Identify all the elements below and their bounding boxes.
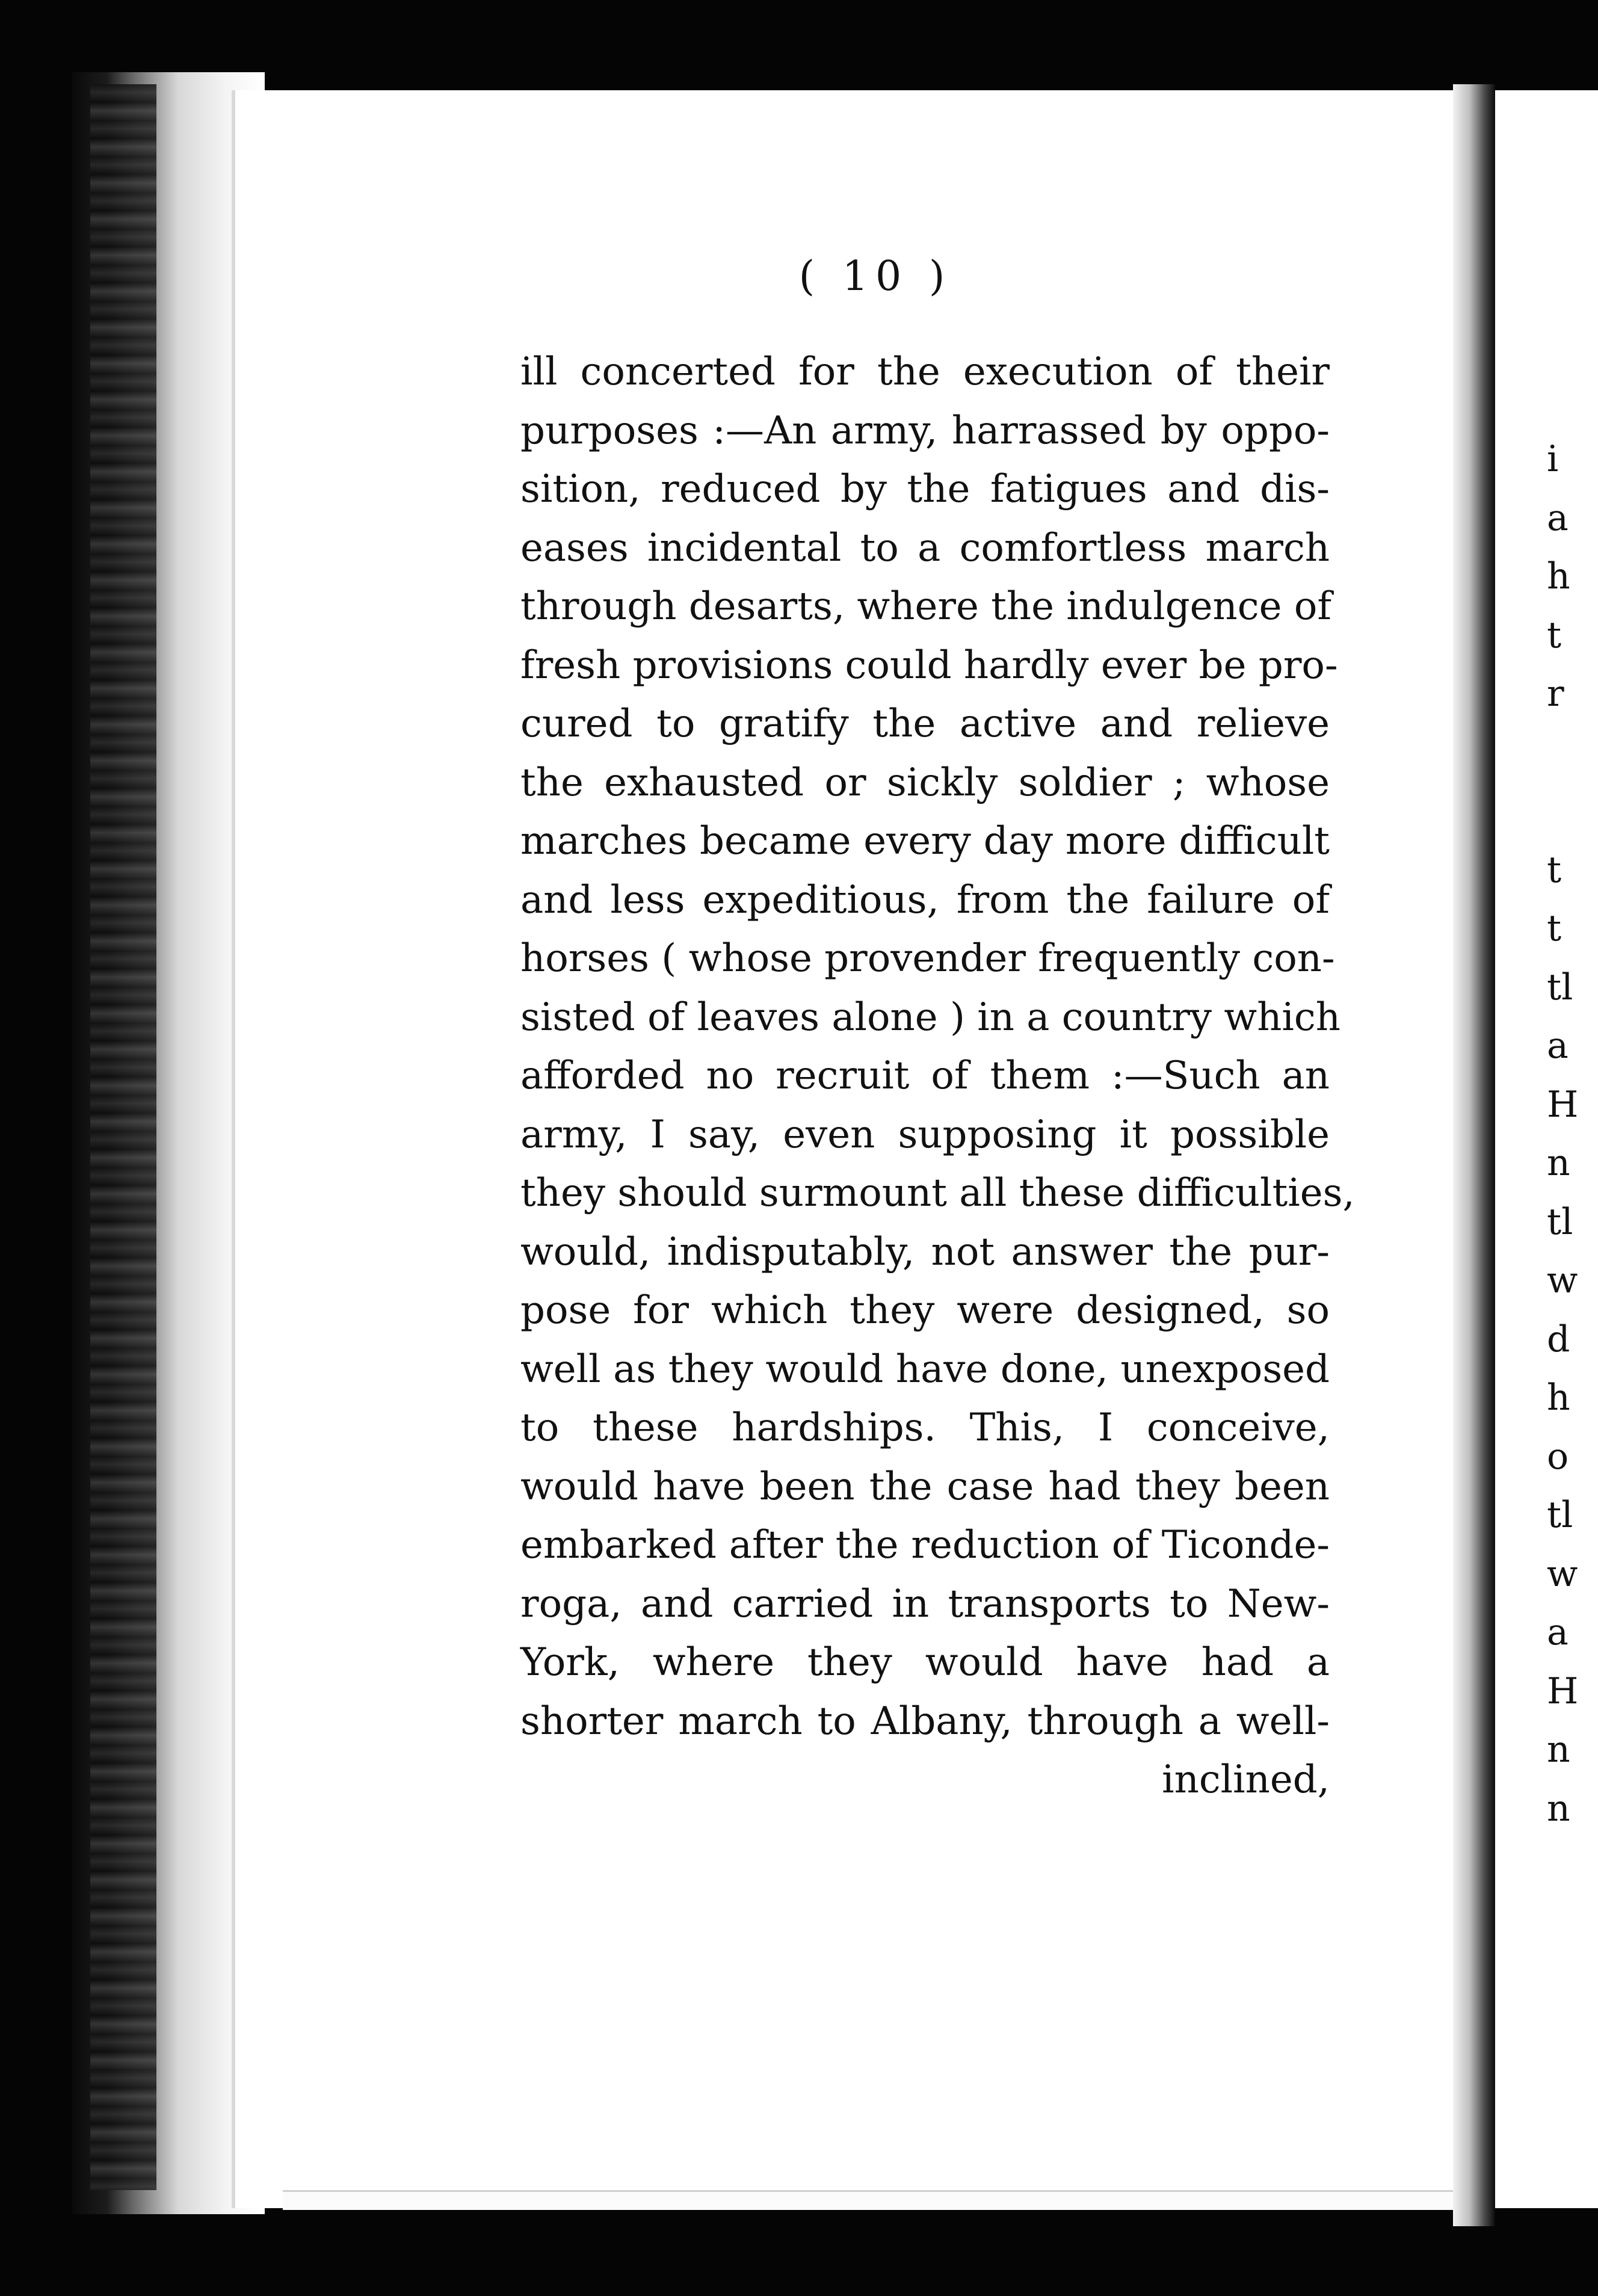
facing-page-fragment: n [1547, 1142, 1570, 1184]
text-line: and less expeditious, from the failure of [520, 877, 1330, 922]
facing-page-fragment: H [1547, 1083, 1579, 1126]
page-bottom-edge [283, 2190, 1462, 2210]
text-line: sisted of leaves alone ) in a country which [520, 995, 1340, 1040]
facing-page [1495, 90, 1598, 2208]
text-line: horses ( whose provender frequently con- [520, 936, 1335, 981]
facing-page-fragment: t [1547, 907, 1562, 949]
facing-page-fragment: h [1547, 555, 1570, 597]
text-line: pose for which they were designed, so [520, 1288, 1330, 1333]
facing-page-fragments [1547, 430, 1598, 1838]
text-line: would, indisputably, not answer the pur- [520, 1229, 1330, 1274]
facing-page-fragment: a [1547, 496, 1569, 539]
text-line: well as they would have done, unexposed [520, 1347, 1330, 1392]
facing-page-fragment: tl [1547, 1494, 1573, 1536]
text-line: embarked after the reduction of Ticonde- [520, 1523, 1330, 1567]
text-line: eases incidental to a comfortless march [520, 525, 1330, 570]
facing-page-fragment [1547, 724, 1598, 783]
facing-page-fragment: h [1547, 1377, 1570, 1419]
text-line: purposes :—An army, harrassed by oppo- [520, 408, 1330, 453]
facing-page-fragment: t [1547, 848, 1562, 891]
facing-page-fragment: a [1547, 1611, 1569, 1653]
facing-page-fragment: o [1547, 1435, 1569, 1478]
facing-page-fragment: t [1547, 614, 1562, 656]
text-line: marches became every day more difficult [520, 819, 1330, 863]
facing-page-fragment: w [1547, 1259, 1578, 1301]
text-line: ill concerted for the execution of their [520, 350, 1330, 394]
facing-page-fragment: i [1547, 438, 1559, 480]
facing-page-fragment: H [1547, 1670, 1579, 1712]
text-line: would have been the case had they been [520, 1464, 1330, 1509]
facing-page-fragment: n [1547, 1787, 1570, 1830]
text-line: fresh provisions could hardly ever be pro- [520, 643, 1338, 688]
facing-page-fragment: d [1547, 1318, 1570, 1360]
facing-page-fragment: a [1547, 1025, 1569, 1067]
facing-page-fragment [1547, 782, 1598, 841]
gutter-shadow [1453, 84, 1495, 2226]
text-line: the exhausted or sickly soldier ; whose [520, 760, 1330, 805]
page-number: ( 10 ) [798, 253, 952, 300]
text-line: they should surmount all these difficulties, [520, 1171, 1355, 1215]
facing-page-fragment: w [1547, 1552, 1578, 1595]
facing-page-fragment: r [1547, 673, 1564, 715]
text-line: through desarts, where the indulgence of [520, 584, 1332, 629]
text-line: inclined, [1162, 1757, 1330, 1802]
text-line: cured to gratify the active and relieve [520, 702, 1330, 746]
text-line: roga, and carried in transports to New- [520, 1581, 1330, 1626]
text-line: army, I say, even supposing it possible [520, 1112, 1330, 1157]
text-line: shorter march to Albany, through a well- [520, 1699, 1330, 1744]
binding-edge [90, 84, 156, 2190]
text-line: afforded no recruit of them :—Such an [520, 1054, 1330, 1098]
text-line: York, where they would have had a [520, 1640, 1330, 1685]
facing-page-fragment: tl [1547, 966, 1573, 1008]
text-line: sition, reduced by the fatigues and dis- [520, 467, 1330, 511]
page-body-text [520, 343, 1355, 1810]
facing-page-fragment: tl [1547, 1200, 1573, 1243]
text-line: to these hardships. This, I conceive, [520, 1406, 1330, 1450]
facing-page-fragment: n [1547, 1729, 1570, 1771]
